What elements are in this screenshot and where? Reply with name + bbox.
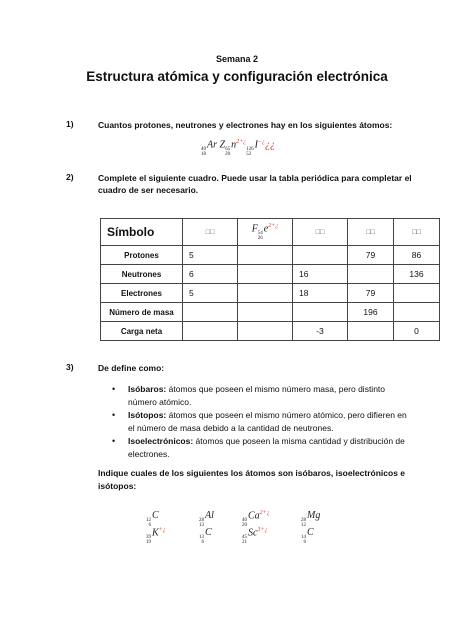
header-cell: □□ bbox=[293, 219, 348, 246]
atom-table bbox=[100, 218, 440, 341]
table-cell: 79 bbox=[348, 246, 394, 265]
table-cell: 86 bbox=[394, 246, 440, 265]
row-label: Neutrones bbox=[101, 265, 183, 284]
table-cell: -3 bbox=[293, 322, 348, 341]
q2-text-line1: Complete el siguiente cuadro. Puede usar la tabla periódica para completar el bbox=[98, 173, 412, 183]
header-cell-fe: F 54 26 $e^{2+¿}$ bbox=[238, 219, 293, 246]
atom-sc45: 45 21 $Sc^{3+¿}$ bbox=[242, 527, 268, 546]
q2-number: 2) bbox=[66, 172, 74, 182]
page-title: Estructura atómica y configuración electrónica bbox=[86, 69, 388, 84]
header-cell: □□ bbox=[348, 219, 394, 246]
list-item: • Isóbaros: átomos que poseen el mismo número masa, pero distinto número atómico. bbox=[112, 384, 386, 407]
list-item: • Isoelectrónicos: átomos que poseen la misma cantidad y distribución de electrones. bbox=[112, 436, 405, 459]
table-cell: 5 bbox=[183, 246, 238, 265]
table-cell: 16 bbox=[293, 265, 348, 284]
table-cell: 196 bbox=[348, 303, 394, 322]
table-cell bbox=[238, 322, 293, 341]
table-cell bbox=[394, 303, 440, 322]
table-cell: 6 bbox=[183, 265, 238, 284]
table-cell: 18 bbox=[293, 284, 348, 303]
table-cell bbox=[238, 265, 293, 284]
table-cell: 0 bbox=[394, 322, 440, 341]
table-row bbox=[101, 265, 440, 284]
atom-al28: 28 13 Al bbox=[199, 510, 214, 528]
week-label: Semana 2 bbox=[215, 54, 259, 64]
q1-text: Cuantos protones, neutrones y electrones hay en los siguientes átomos: bbox=[98, 120, 393, 130]
table-cell bbox=[348, 322, 394, 341]
table-cell bbox=[394, 284, 440, 303]
table-row bbox=[101, 284, 440, 303]
table-row bbox=[101, 303, 440, 322]
bullet-icon: • bbox=[112, 410, 116, 420]
q2-text-line2: cuadro de ser necesario. bbox=[98, 185, 199, 195]
table-cell bbox=[183, 322, 238, 341]
header-cell: □□ bbox=[394, 219, 440, 246]
table-row bbox=[101, 246, 440, 265]
table-header-row bbox=[101, 219, 440, 246]
row-label: Electrones bbox=[101, 284, 183, 303]
q3-instruction-line1: Indique cuales de los siguientes los átomos son isóbaros, isoelectrónicos e bbox=[98, 468, 406, 478]
atom-mg28: 28 12 Mg bbox=[301, 510, 321, 528]
table-cell: 79 bbox=[348, 284, 394, 303]
header-cell: □□ bbox=[183, 219, 238, 246]
q3-text: De define como: bbox=[98, 363, 165, 373]
table-cell bbox=[348, 265, 394, 284]
row-label: Número de masa bbox=[101, 303, 183, 322]
table-cell: 5 bbox=[183, 284, 238, 303]
table-cell bbox=[293, 246, 348, 265]
table-cell bbox=[238, 284, 293, 303]
bullet-icon: • bbox=[112, 436, 116, 446]
atom-c13: 13 6 C bbox=[199, 527, 212, 545]
q3-number: 3) bbox=[66, 362, 74, 372]
table-cell: 136 bbox=[394, 265, 440, 284]
q3-instruction-line2: isótopos: bbox=[98, 481, 137, 491]
atom-k39: 39 19 K+¿ bbox=[146, 527, 166, 546]
bullet-icon: • bbox=[112, 384, 116, 394]
atom-ca40: 40 20 $Ca^{2+¿}$ bbox=[242, 510, 270, 529]
table-cell bbox=[238, 303, 293, 322]
header-symbol-label: Símbolo bbox=[101, 219, 183, 246]
table-row bbox=[101, 322, 440, 341]
q1-number: 1) bbox=[66, 119, 74, 129]
table-cell bbox=[183, 303, 238, 322]
atom-c12: 12 6 C bbox=[146, 510, 159, 528]
table-cell bbox=[238, 246, 293, 265]
list-item: • Isótopos: átomos que poseen el mismo número atómico, pero difieren en el número de masa debido a la cantidad de neutrones. bbox=[112, 410, 407, 433]
atom-c14: 14 6 C bbox=[301, 527, 314, 545]
table-cell bbox=[293, 303, 348, 322]
definitions-list bbox=[112, 383, 412, 461]
row-label: Carga neta bbox=[101, 322, 183, 341]
row-label: Protones bbox=[101, 246, 183, 265]
q1-formula: 40 18 Ar Z 65 20 $n^{2+¿}$ 126 52 I−¿¿¿ bbox=[201, 139, 276, 158]
